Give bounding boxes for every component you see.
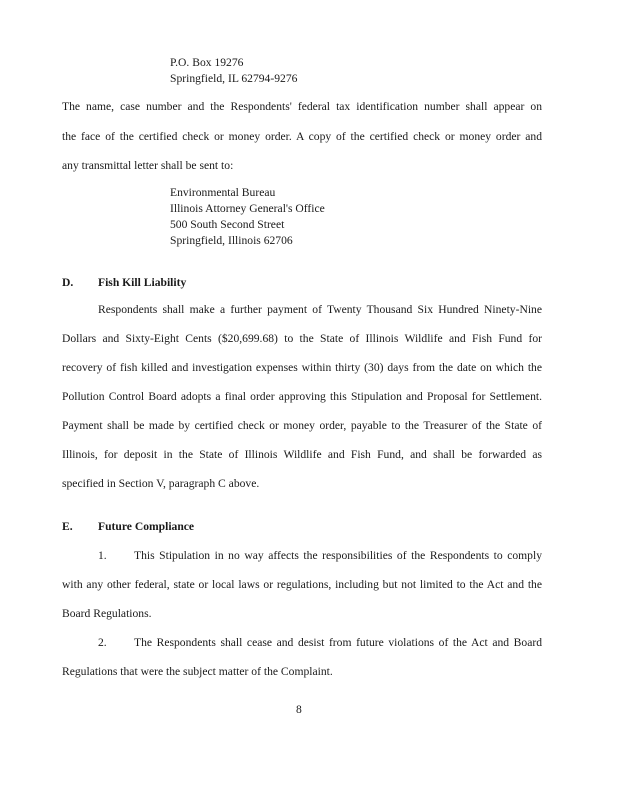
paragraph-line: any transmittal letter shall be sent to: [62,159,234,172]
address-line: Illinois Attorney General's Office [170,202,325,215]
paragraph-line: The Respondents shall cease and desist from future violations of the Act and Board [134,636,542,649]
item-number: 1. [98,549,107,562]
section-d-letter: D. [62,276,74,289]
mailing-address-block [170,55,297,87]
paragraph-line: Illinois, for deposit in the State of Illinois Wildlife and Fish Fund, and shall be forwarded as [62,448,542,461]
paragraph-line: Dollars and Sixty-Eight Cents ($20,699.68) to the State of Illinois Wildlife and Fish Fund for [62,332,542,345]
item-number: 2. [98,636,107,649]
section-e-letter: E. [62,520,73,533]
paragraph-line: The name, case number and the Respondents' federal tax identification number shall appear on [62,100,542,113]
address-line: Environmental Bureau [170,186,276,199]
paragraph-line: Regulations that were the subject matter of the Complaint. [62,665,333,678]
paragraph-line: recovery of fish killed and investigation expenses within thirty (30) days from the date on which the [62,361,542,374]
paragraph-line: Respondents shall make a further payment of Twenty Thousand Six Hundred Ninety-Nine [98,303,542,316]
paragraph-line: Pollution Control Board adopts a final order approving this Stipulation and Proposal for Settlement. [62,390,542,403]
section-e-title: Future Compliance [98,520,195,533]
section-d-title: Fish Kill Liability [98,276,187,289]
paragraph-line: Board Regulations. [62,607,152,620]
paragraph-line: with any other federal, state or local laws or regulations, including but not limited to the Act and the [62,578,542,591]
address-line: P.O. Box 19276 [170,56,244,69]
paragraph-line: specified in Section V, paragraph C above. [62,477,260,490]
page-number: 8 [296,703,302,716]
address-line: Springfield, Illinois 62706 [170,234,293,247]
bureau-address-block [170,185,325,249]
address-line: Springfield, IL 62794-9276 [170,72,298,85]
paragraph-line: This Stipulation in no way affects the responsibilities of the Respondents to comply [134,549,542,562]
paragraph-line: the face of the certified check or money order. A copy of the certified check or money order and [62,130,542,143]
paragraph-line: Payment shall be made by certified check or money order, payable to the Treasurer of the State of [62,419,542,432]
address-line: 500 South Second Street [170,218,285,231]
